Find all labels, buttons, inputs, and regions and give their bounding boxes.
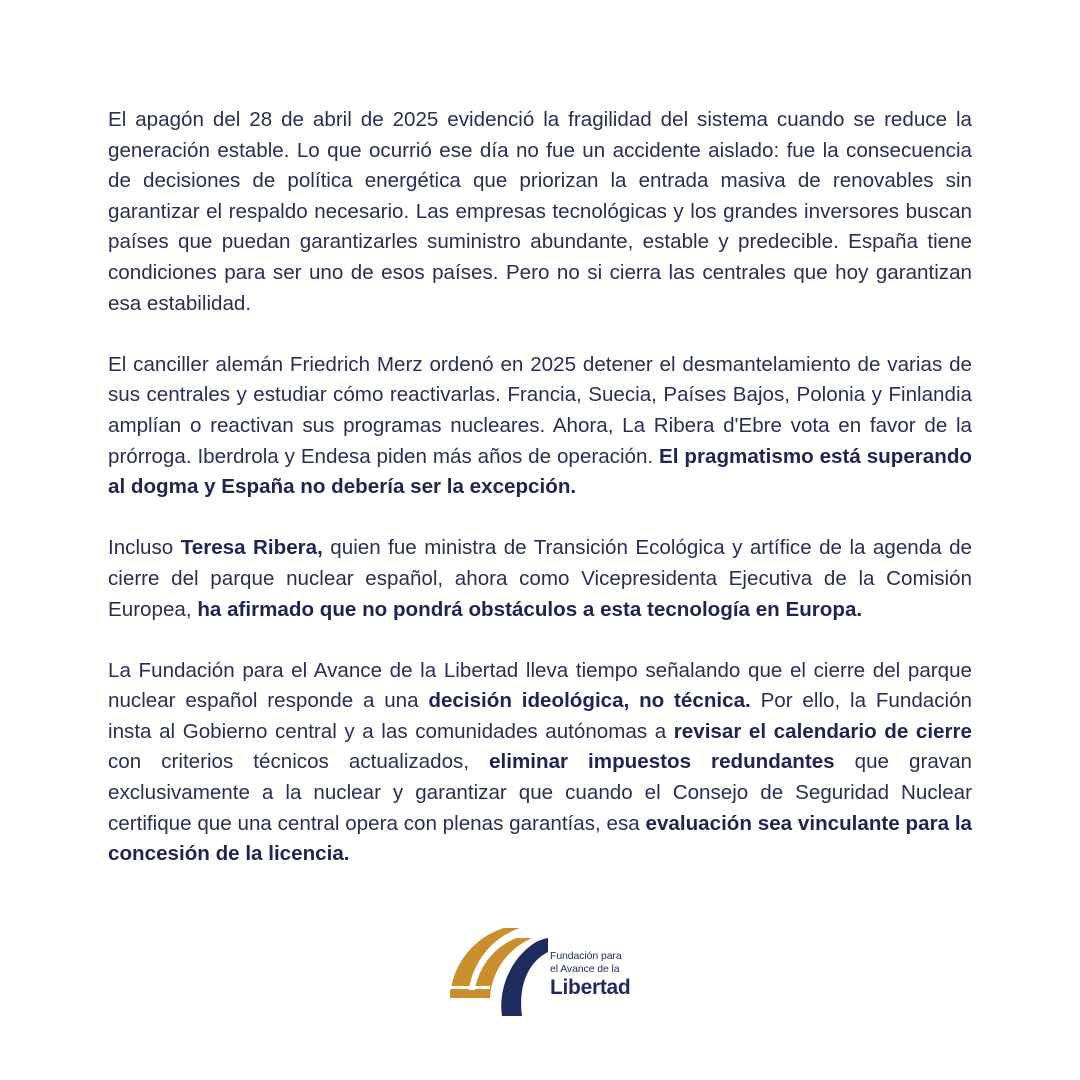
logo-wordmark <box>550 950 630 1000</box>
foundation-logo <box>448 924 648 1020</box>
paragraph-4-highlight-a: decisión ideológica, no técnica. <box>428 689 751 713</box>
paragraph-1-text: El apagón del 28 de abril de 2025 evidenció la fragilidad del sistema cuando se reduce la generación estable. Lo que ocurrió ese día no fue un accidente aislado: fue la consecuencia de decisiones de política energética que priorizan la entrada masiva de renovables sin garantizar el respaldo necesario. Las empresas tecnológicas y los grandes inversores buscan países que puedan garantizarles suministro abundante, estable y predecible. España tiene condiciones para ser uno de esos países. Pero no si cierra las centrales que hoy garantizan esa estabilidad. <box>108 108 972 315</box>
paragraph-3-text-b: quien fue ministra de Transición Ecológica y artífice de la agenda de cierre del parque nuclear español, ahora como Vicepresidenta Ejecutiva de la Comisión Europea, <box>108 536 972 621</box>
article-body <box>108 105 972 870</box>
paragraph-3-name: Teresa Ribera, <box>180 536 323 560</box>
paragraph-3-text-a: Incluso <box>108 536 181 560</box>
logo-white-cut <box>450 986 490 989</box>
paragraph-4-text-b: Por ello, la Fundación insta al Gobierno central y a las comunidades autónomas a <box>108 689 973 743</box>
paragraph-2-highlight: El pragmatismo está superando al dogma y España no debería ser la excepción. <box>108 444 972 499</box>
paragraph-1 <box>108 105 972 319</box>
paragraph-2-text: El canciller alemán Friedrich Merz ordenó en 2025 detener el desmantelamiento de varias de sus centrales y estudiar cómo reactivarlas. Francia, Suecia, Países Bajos, Polonia y Finlandia amplían o reactivan sus programas nucleares. Ahora, La Ribera d'Ebre vota en favor de la prórroga. Iberdrola y Endesa piden más años de operación. <box>108 352 972 468</box>
paragraph-4-highlight-d: evaluación sea vinculante para la concesión de la licencia. <box>108 811 972 866</box>
paragraph-4-highlight-c: eliminar impuestos redundantes <box>489 750 835 774</box>
logo-gold-base <box>450 990 490 998</box>
paragraph-4 <box>108 656 972 870</box>
logo-line-3: Libertad <box>550 976 631 999</box>
logo-line-2: el Avance de la <box>550 963 620 975</box>
paragraph-4-highlight-b: revisar el calendario de cierre <box>673 719 972 743</box>
paragraph-4-text-c: con criterios técnicos actualizados, <box>108 750 490 774</box>
arch-logo-icon <box>448 924 548 1020</box>
paragraph-2 <box>108 350 972 503</box>
paragraph-4-text-d: que gravan exclusivamente a la nuclear y garantizar que cuando el Consejo de Seguridad Nuclear certifique que una central opera con plenas garantías, esa <box>108 750 972 835</box>
paragraph-4-text-a: La Fundación para el Avance de la Libertad lleva tiempo señalando que el cierre del parque nuclear español responde a una <box>108 658 972 713</box>
paragraph-3 <box>108 533 972 625</box>
logo-line-1: Fundación para <box>550 950 622 962</box>
paragraph-3-highlight: ha afirmado que no pondrá obstáculos a esta tecnología en Europa. <box>197 597 863 621</box>
